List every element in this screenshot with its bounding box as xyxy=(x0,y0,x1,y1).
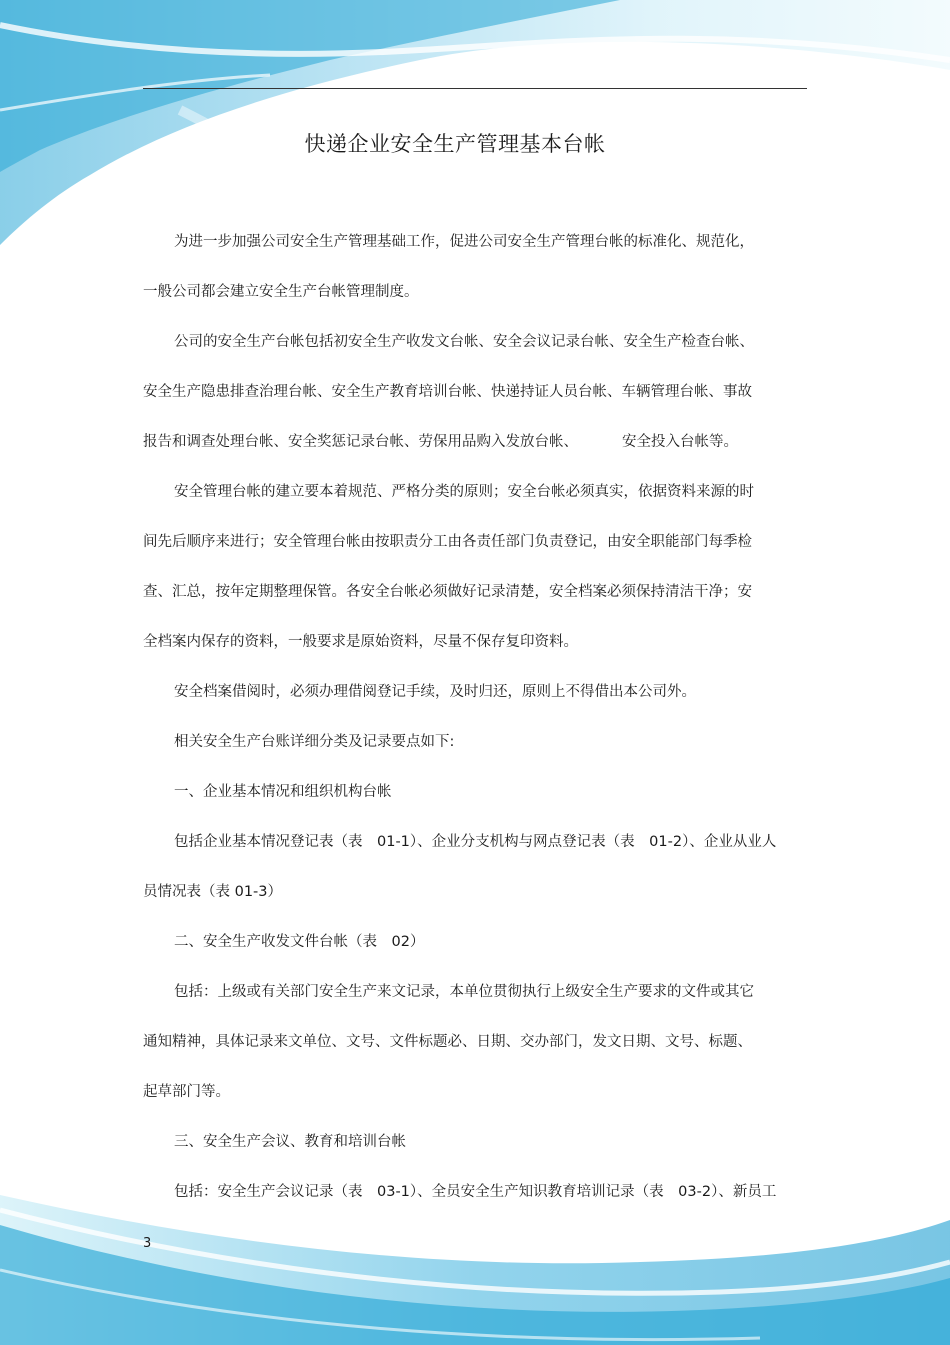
paragraph-line: 间先后顺序来进行；安全管理台帐由按职责分工由各责任部门负责登记，由安全职能部门每季检 xyxy=(143,534,752,550)
paragraph-line-part: 报告和调查处理台帐、安全奖惩记录台帐、劳保用品购入发放台帐、 xyxy=(143,434,578,450)
document-title: 快递企业安全生产管理基本台帐 xyxy=(304,132,606,156)
paragraph-line: 安全管理台帐的建立要本着规范、严格分类的原则；安全台帐必须真实，依据资料来源的时 xyxy=(174,484,754,500)
paragraph-line: 员情况表（表 01-3） xyxy=(143,884,283,900)
paragraph-line: 通知精神，具体记录来文单位、文号、文件标题必、日期、交办部门，发文日期、文号、标题、 xyxy=(143,1034,752,1050)
paragraph-line: 起草部门等。 xyxy=(143,1084,230,1100)
paragraph-line: 查、汇总，按年定期整理保管。各安全台帐必须做好记录清楚，安全档案必须保持清洁干净；安 xyxy=(143,584,752,600)
section-heading: 三、安全生产会议、教育和培训台帐 xyxy=(174,1134,406,1150)
section-heading: 二、安全生产收发文件台帐（表 02） xyxy=(174,934,425,950)
document-body xyxy=(143,217,803,1217)
paragraph-line: 安全档案借阅时，必须办理借阅登记手续，及时归还，原则上不得借出本公司外。 xyxy=(174,684,696,700)
paragraph-line: 为进一步加强公司安全生产管理基础工作，促进公司安全生产管理台帐的标准化、规范化， xyxy=(174,234,754,250)
page-number: 3 xyxy=(143,1236,152,1251)
paragraph-line xyxy=(143,417,803,467)
paragraph-line: 包括：安全生产会议记录（表 03-1）、全员安全生产知识教育培训记录（表 03-2）、新员工 xyxy=(174,1184,777,1200)
paragraph-line: 包括企业基本情况登记表（表 01-1）、企业分支机构与网点登记表（表 01-2）、企业从业人 xyxy=(174,834,777,850)
section-heading: 一、企业基本情况和组织机构台帐 xyxy=(174,784,392,800)
header-rule xyxy=(143,88,807,89)
paragraph-line: 包括：上级或有关部门安全生产来文记录，本单位贯彻执行上级安全生产要求的文件或其它 xyxy=(174,984,754,1000)
paragraph-line: 公司的安全生产台帐包括初安全生产收发文台帐、安全会议记录台帐、安全生产检查台帐、 xyxy=(174,334,754,350)
paragraph-line: 一般公司都会建立安全生产台帐管理制度。 xyxy=(143,284,419,300)
paragraph-line-part: 安全投入台帐等。 xyxy=(622,434,738,450)
paragraph-line: 相关安全生产台账详细分类及记录要点如下: xyxy=(174,734,455,750)
paragraph-line: 全档案内保存的资料，一般要求是原始资料，尽量不保存复印资料。 xyxy=(143,634,578,650)
paragraph-line: 安全生产隐患排查治理台帐、安全生产教育培训台帐、快递持证人员台帐、车辆管理台帐、事故 xyxy=(143,384,752,400)
